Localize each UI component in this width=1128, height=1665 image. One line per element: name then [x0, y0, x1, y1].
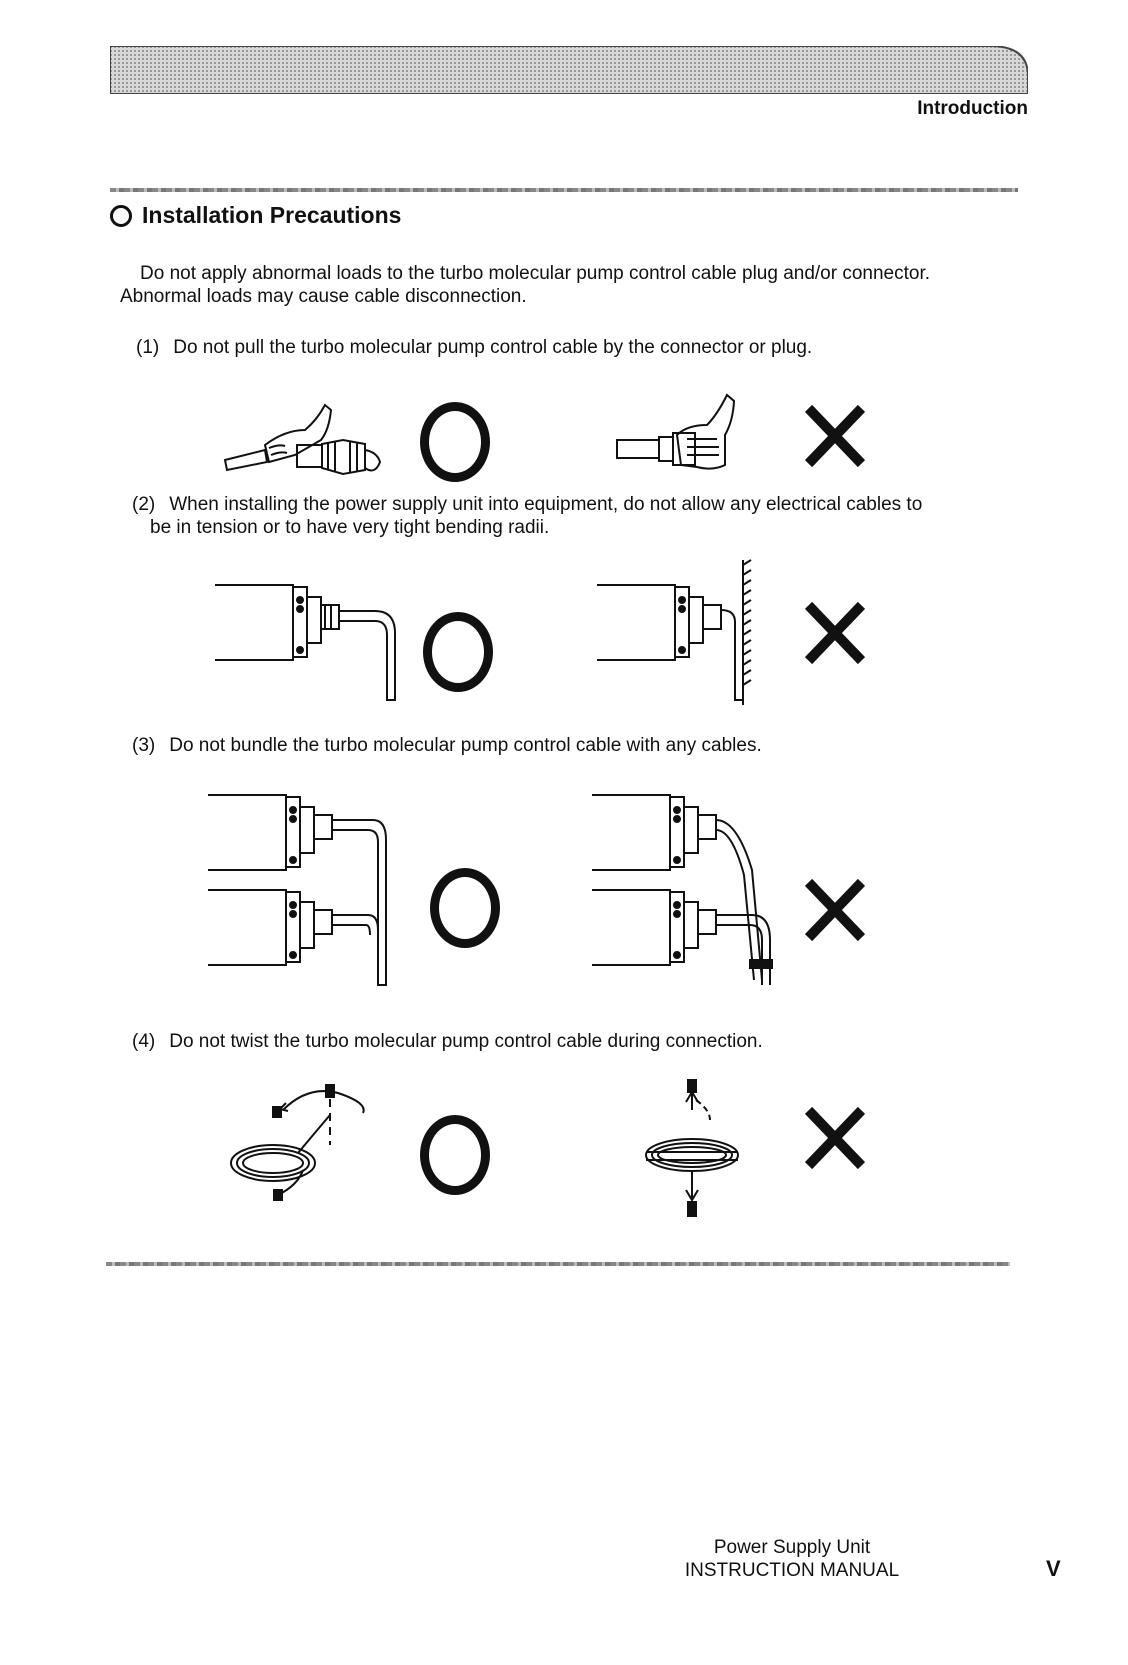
divider-bottom: [106, 1262, 1010, 1266]
intro-line-1: Do not apply abnormal loads to the turbo molecular pump control cable plug and/or connector.: [140, 263, 931, 284]
circle-icon: [110, 205, 132, 227]
incorrect-mark: [808, 882, 862, 938]
intro-line-2: Abnormal loads may cause cable disconnection.: [120, 286, 527, 307]
correct-mark: [420, 1115, 490, 1195]
footer-product: Power Supply Unit INSTRUCTION MANUAL: [684, 1537, 900, 1581]
list-item-2-cont: be in tension or to have very tight bending radii.: [150, 517, 550, 538]
list-item-3: (3) Do not bundle the turbo molecular pump control cable with any cables.: [132, 735, 762, 756]
correct-mark: [430, 868, 500, 948]
list-item-1: (1) Do not pull the turbo molecular pump control cable by the connector or plug.: [136, 337, 813, 358]
list-item-2: (2) When installing the power supply unit into equipment, do not allow any electrical cables to: [132, 494, 923, 515]
incorrect-mark: [808, 1110, 862, 1166]
correct-mark: [420, 402, 490, 482]
divider-top: [110, 188, 1018, 192]
section-label: Introduction: [917, 98, 1028, 119]
list-item-4: (4) Do not twist the turbo molecular pump control cable during connection.: [132, 1031, 763, 1052]
hand-pull-cable-icon: [225, 400, 385, 490]
correct-mark: [423, 612, 493, 692]
header-banner: [110, 46, 1028, 94]
page-number: V: [1046, 1556, 1061, 1581]
bundled-cable-icon: [592, 790, 782, 990]
unit-cable-tight-icon: [597, 560, 767, 705]
incorrect-mark: [808, 605, 862, 661]
coil-cable-icon: [640, 1080, 750, 1230]
section-title: Installation Precautions: [110, 202, 401, 229]
unit-cable-bend-icon: [215, 575, 415, 705]
incorrect-mark: [808, 408, 862, 464]
bundled-cable-icon: [208, 790, 418, 990]
coil-cable-icon: [228, 1085, 378, 1205]
hand-pull-connector-icon: [617, 395, 757, 485]
